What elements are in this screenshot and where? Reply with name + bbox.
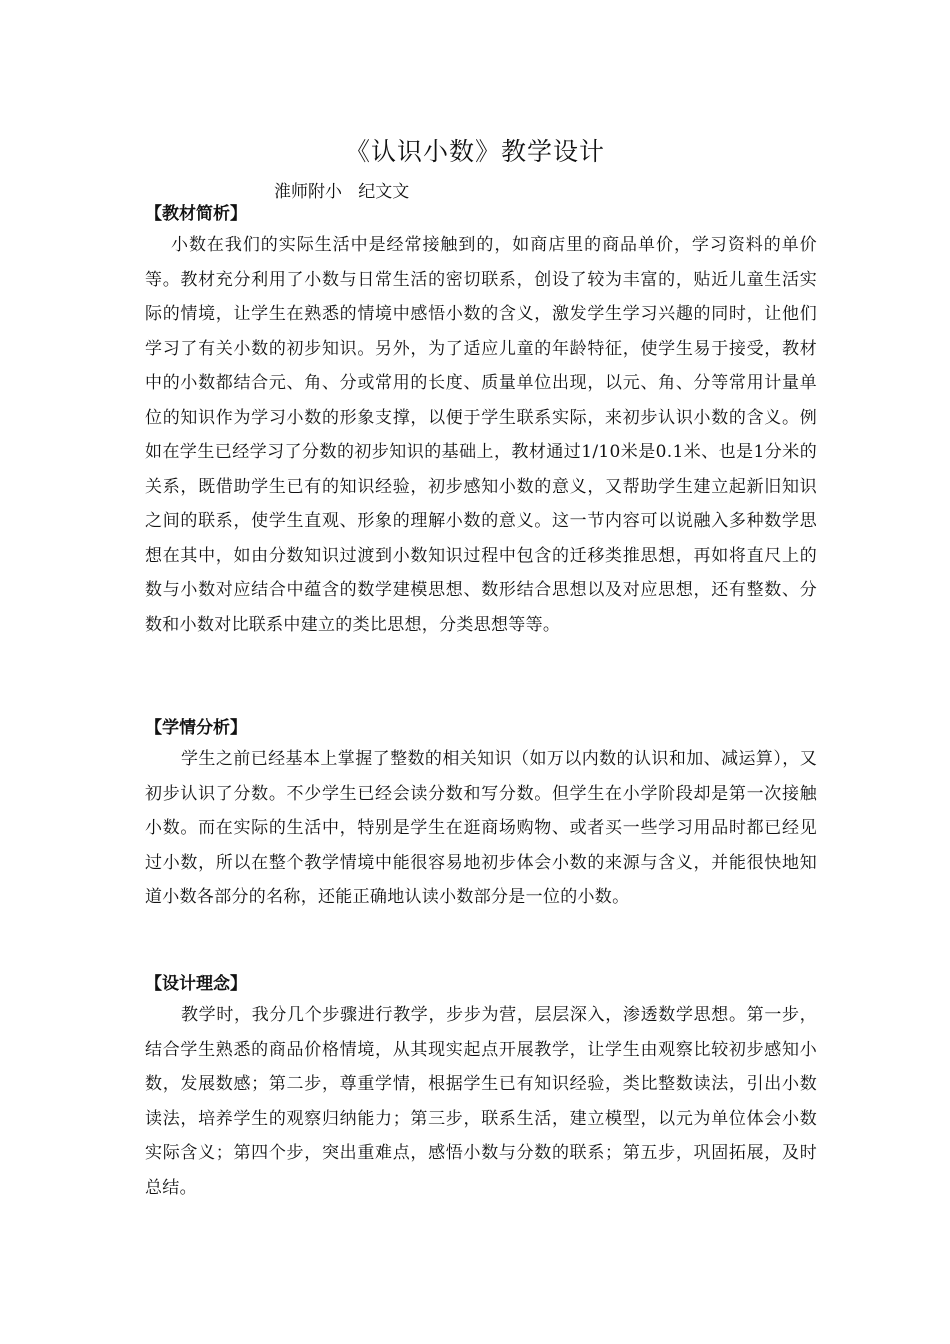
section-paragraph: 学生之前已经基本上掌握了整数的相关知识（如万以内数的认识和加、减运算），又初步认识了分数。不少学生已经会读分数和写分数。但学生在小学阶段却是第一次接触小数。而在实际的生活中，特别是学生在逛商场购物、或者买一些学习用品时都已经见过小数，所以在整个教学情境中能很容易地初步体会小数的来源与含义，并能很快地知道小数各部分的名称，还能正确地认读小数部分是一位的小数。 [145, 749, 817, 907]
document-title: 《认识小数》教学设计 [344, 137, 605, 166]
section-paragraph: 教学时，我分几个步骤进行教学，步步为营，层层深入，渗透数学思想。第一步，结合学生熟悉的商品价格情境，从其现实起点开展教学，让学生由观察比较初步感知小数，发展数感；第二步，尊重学情，根据学生已有知识经验，类比整数读法，引出小数读法，培养学生的观察归纳能力；第三步，联系生活，建立模型，以元为单位体会小数实际含义；第四个步，突出重难点，感悟小数与分数的联系；第五步，巩固拓展，及时总结。 [145, 1005, 817, 1198]
document-author: 淮师附小 纪文文 [274, 182, 410, 202]
section-heading: 【设计理念】 [145, 974, 247, 994]
section-design-concept [145, 970, 817, 1205]
section-textbook-analysis [145, 200, 817, 642]
section-student-analysis [145, 714, 817, 915]
section-heading: 【学情分析】 [145, 718, 247, 738]
section-heading: 【教材简析】 [145, 204, 247, 224]
section-paragraph: 小数在我们的实际生活中是经常接触到的，如商店里的商品单价，学习资料的单价等。教材充分利用了小数与日常生活的密切联系，创设了较为丰富的，贴近儿童生活实际的情境，让学生在熟悉的情境中感悟小数的含义，激发学生学习兴趣的同时，让他们学习了有关小数的初步知识。另外，为了适应儿童的年龄特征，使学生易于接受，教材中的小数都结合元、角、分或常用的长度、质量单位出现，以元、角、分等常用计量单位的知识作为学习小数的形象支撑，以便于学生联系实际，来初步认识小数的含义。例如在学生已经学习了分数的初步知识的基础上，教材通过1/10米是0.1米、也是1分米的关系，既借助学生已有的知识经验，初步感知小数的意义，又帮助学生建立起新旧知识之间的联系，使学生直观、形象的理解小数的意义。这一节内容可以说融入多种数学思想在其中，如由分数知识过渡到小数知识过程中包含的迁移类推思想，再如将直尺上的数与小数对应结合中蕴含的数学建模思想、数形结合思想以及对应思想，还有整数、分数和小数对比联系中建立的类比思想，分类思想等等。 [145, 235, 817, 635]
